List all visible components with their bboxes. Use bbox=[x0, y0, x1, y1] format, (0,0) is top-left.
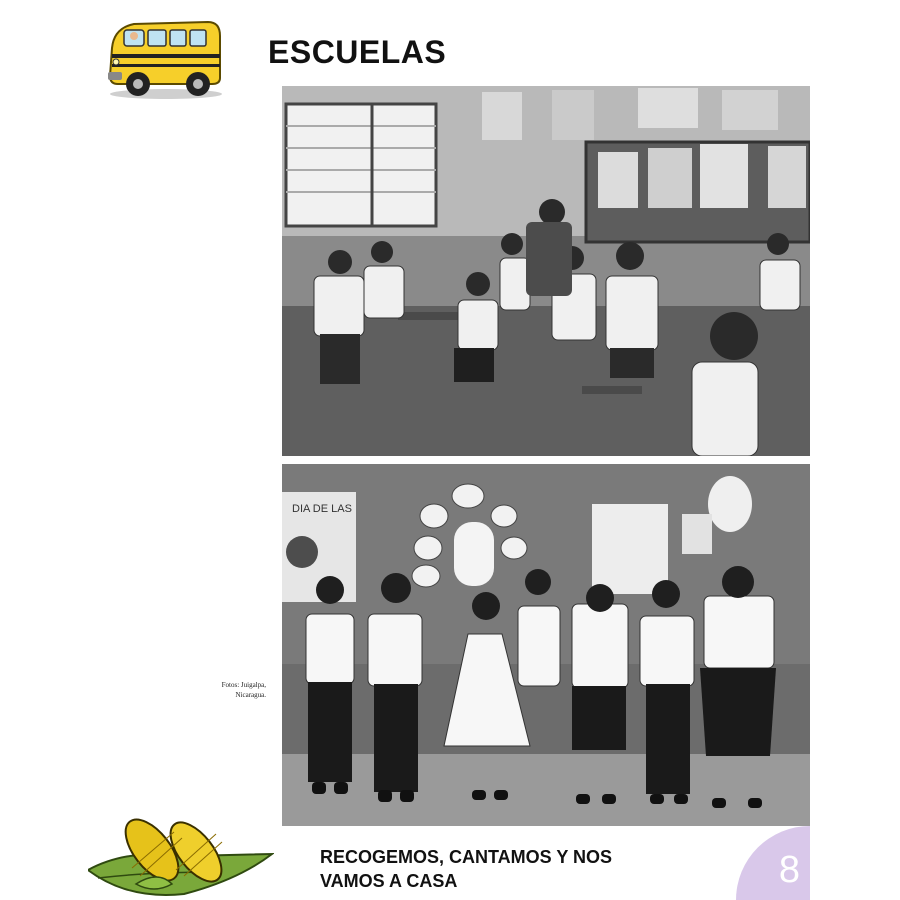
photo-credit bbox=[196, 680, 266, 700]
svg-text:DIA DE LAS: DIA DE LAS bbox=[292, 503, 352, 515]
caption-line-2: VAMOS A CASA bbox=[320, 871, 458, 891]
classroom-photo bbox=[282, 86, 810, 456]
photo-credit-line-2: Nicaragua. bbox=[235, 691, 266, 699]
caption-line-1: RECOGEMOS, CANTAMOS Y NOS bbox=[320, 847, 613, 867]
school-bus-icon bbox=[104, 14, 226, 100]
photo-credit-line-1: Fotos: Juigalpa, bbox=[221, 681, 266, 689]
children-singing-photo bbox=[282, 464, 810, 826]
corn-icon bbox=[88, 814, 274, 900]
caption bbox=[320, 845, 720, 893]
page-number: 8 bbox=[778, 849, 800, 891]
page-title: ESCUELAS bbox=[268, 34, 447, 70]
page-number-tab bbox=[736, 826, 810, 900]
